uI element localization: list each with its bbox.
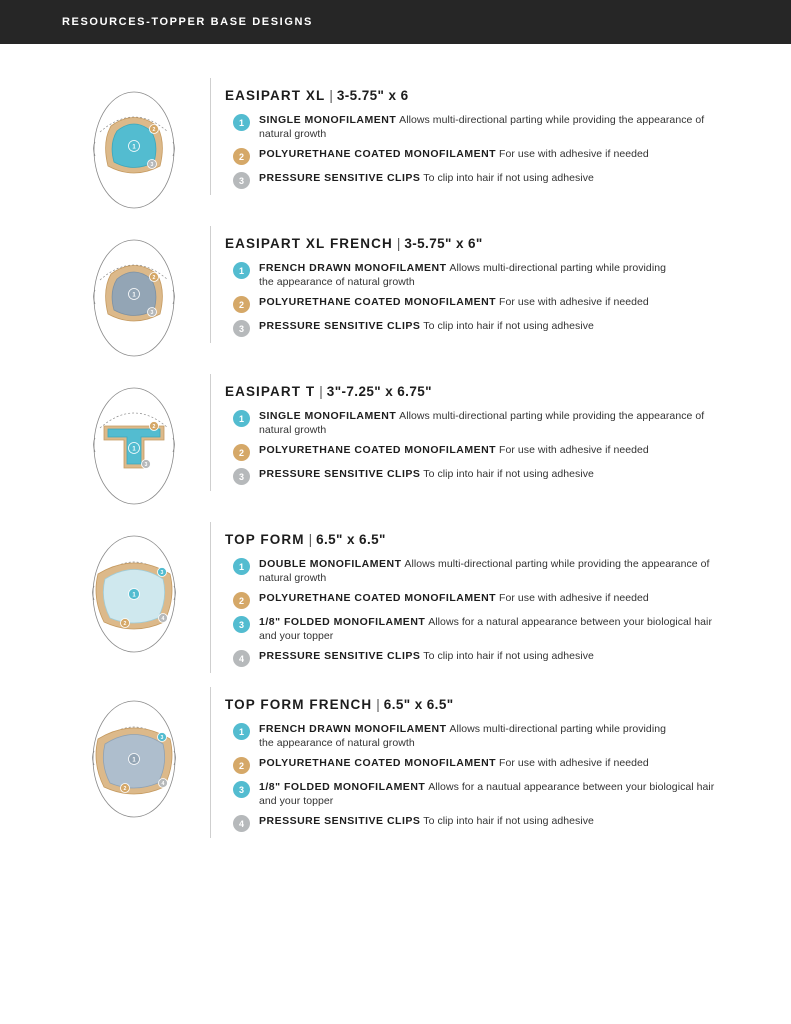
product-info — [210, 687, 791, 838]
feature-label: PRESSURE SENSITIVE CLIPS — [259, 650, 421, 662]
feature-description: For use with adhesive if needed — [499, 592, 649, 604]
feature-description: To clip into hair if not using adhesive — [423, 650, 594, 662]
feature-description: To clip into hair if not using adhesive — [423, 172, 594, 184]
svg-text:1: 1 — [132, 592, 136, 599]
product-dimensions: 3"-7.25" x 6.75" — [326, 384, 432, 399]
diagram-top-form-french — [58, 687, 210, 821]
feature-item — [225, 467, 791, 485]
page-title: RESOURCES-TOPPER BASE DESIGNS — [62, 16, 313, 28]
feature-item — [225, 147, 791, 165]
svg-text:4: 4 — [161, 781, 165, 788]
product-dimensions: 6.5" x 6.5" — [316, 532, 386, 547]
svg-text:3: 3 — [150, 162, 154, 169]
feature-description: To clip into hair if not using adhesive — [423, 320, 594, 332]
feature-label: POLYURETHANE COATED MONOFILAMENT — [259, 592, 497, 604]
feature-item — [225, 443, 791, 461]
product-name: TOP FORM FRENCH — [225, 697, 373, 712]
feature-label: POLYURETHANE COATED MONOFILAMENT — [259, 444, 497, 456]
diagram-top-form — [58, 522, 210, 656]
feature-number-badge: 2 — [233, 592, 250, 609]
feature-text — [259, 319, 594, 333]
feature-label: PRESSURE SENSITIVE CLIPS — [259, 815, 421, 827]
diagram-easipart-t — [58, 374, 210, 508]
diagram-easipart-xl — [58, 78, 210, 212]
feature-item — [225, 814, 791, 832]
feature-text — [259, 443, 649, 457]
svg-text:3: 3 — [160, 735, 164, 742]
svg-text:1: 1 — [132, 757, 136, 764]
feature-text — [259, 295, 649, 309]
feature-text — [259, 261, 679, 289]
svg-text:2: 2 — [123, 786, 127, 793]
page-header — [0, 0, 791, 44]
feature-label: FRENCH DRAWN MONOFILAMENT — [259, 262, 447, 274]
feature-description: Allows multi-directional parting while providing the appearance of natural growth — [259, 262, 666, 288]
feature-text — [259, 722, 679, 750]
product-title — [225, 88, 791, 103]
feature-item — [225, 722, 791, 750]
title-separator: | — [329, 88, 333, 103]
product-title — [225, 384, 791, 399]
product-info — [210, 226, 791, 343]
diagram-easipart-xl-french — [58, 226, 210, 360]
feature-item — [225, 780, 791, 808]
feature-number-badge: 2 — [233, 444, 250, 461]
feature-description: To clip into hair if not using adhesive — [423, 815, 594, 827]
product-title — [225, 236, 791, 251]
svg-text:2: 2 — [152, 424, 156, 431]
svg-text:3: 3 — [160, 570, 164, 577]
feature-description: Allows for a nautual appearance between your biological hair and your topper — [259, 781, 715, 807]
feature-text — [259, 756, 649, 770]
feature-item — [225, 649, 791, 667]
feature-label: POLYURETHANE COATED MONOFILAMENT — [259, 296, 497, 308]
feature-description: Allows multi-directional parting while providing the appearance of natural growth — [259, 723, 666, 749]
product-list — [0, 44, 791, 838]
feature-item — [225, 171, 791, 189]
feature-number-badge: 1 — [233, 410, 250, 427]
title-separator: | — [319, 384, 323, 399]
feature-item — [225, 615, 791, 643]
feature-number-badge: 2 — [233, 148, 250, 165]
feature-number-badge: 2 — [233, 757, 250, 774]
feature-text — [259, 814, 594, 828]
product-dimensions: 3-5.75" x 6 — [336, 88, 409, 103]
feature-item — [225, 319, 791, 337]
feature-number-badge: 3 — [233, 781, 250, 798]
svg-text:1: 1 — [132, 144, 136, 151]
feature-description: For use with adhesive if needed — [499, 148, 649, 160]
feature-label: FRENCH DRAWN MONOFILAMENT — [259, 723, 447, 735]
product-row — [0, 226, 791, 360]
product-info — [210, 522, 791, 673]
svg-text:4: 4 — [161, 616, 165, 623]
product-dimensions: 3-5.75" x 6" — [404, 236, 483, 251]
svg-text:2: 2 — [123, 621, 127, 628]
feature-item — [225, 113, 791, 141]
title-separator: | — [376, 697, 380, 712]
feature-description: To clip into hair if not using adhesive — [423, 468, 594, 480]
svg-text:2: 2 — [152, 127, 156, 134]
product-name: EASIPART XL FRENCH — [225, 236, 393, 251]
feature-number-badge: 3 — [233, 468, 250, 485]
feature-description: For use with adhesive if needed — [499, 296, 649, 308]
feature-text — [259, 171, 594, 185]
product-row — [0, 374, 791, 508]
feature-label: PRESSURE SENSITIVE CLIPS — [259, 320, 421, 332]
feature-text — [259, 113, 729, 141]
feature-description: Allows multi-directional parting while providing the appearance of natural growth — [259, 558, 710, 584]
feature-text — [259, 615, 729, 643]
svg-text:1: 1 — [132, 292, 136, 299]
svg-text:1: 1 — [132, 446, 136, 453]
title-separator: | — [308, 532, 313, 547]
feature-label: 1/8" FOLDED MONOFILAMENT — [259, 616, 426, 628]
feature-item — [225, 409, 791, 437]
product-info — [210, 374, 791, 491]
feature-item — [225, 591, 791, 609]
feature-label: POLYURETHANE COATED MONOFILAMENT — [259, 148, 497, 160]
feature-text — [259, 780, 729, 808]
feature-text — [259, 591, 649, 605]
feature-text — [259, 147, 649, 161]
title-separator: | — [396, 236, 401, 251]
feature-label: POLYURETHANE COATED MONOFILAMENT — [259, 757, 497, 769]
feature-item — [225, 756, 791, 774]
feature-number-badge: 1 — [233, 262, 250, 279]
feature-description: Allows multi-directional parting while providing the appearance of natural growth — [259, 410, 705, 436]
feature-description: Allows for a natural appearance between your biological hair and your topper — [259, 616, 712, 642]
feature-text — [259, 409, 729, 437]
product-title — [225, 532, 791, 547]
feature-item — [225, 295, 791, 313]
feature-number-badge: 1 — [233, 558, 250, 575]
svg-text:3: 3 — [144, 462, 148, 469]
feature-number-badge: 3 — [233, 320, 250, 337]
feature-item — [225, 261, 791, 289]
product-name: EASIPART XL — [225, 88, 326, 103]
feature-number-badge: 4 — [233, 815, 250, 832]
feature-item — [225, 557, 791, 585]
product-row — [0, 687, 791, 838]
feature-number-badge: 3 — [233, 172, 250, 189]
feature-description: Allows multi-directional parting while providing the appearance of natural growth — [259, 114, 705, 140]
feature-label: DOUBLE MONOFILAMENT — [259, 558, 402, 570]
feature-number-badge: 1 — [233, 723, 250, 740]
feature-label: 1/8" FOLDED MONOFILAMENT — [259, 781, 426, 793]
product-dimensions: 6.5" x 6.5" — [383, 697, 454, 712]
feature-description: For use with adhesive if needed — [499, 757, 649, 769]
product-name: EASIPART T — [225, 384, 316, 399]
product-title — [225, 697, 791, 712]
feature-number-badge: 2 — [233, 296, 250, 313]
feature-text — [259, 649, 594, 663]
feature-label: SINGLE MONOFILAMENT — [259, 410, 397, 422]
feature-label: SINGLE MONOFILAMENT — [259, 114, 397, 126]
product-row — [0, 78, 791, 212]
feature-number-badge: 1 — [233, 114, 250, 131]
feature-text — [259, 467, 594, 481]
svg-text:3: 3 — [150, 310, 154, 317]
feature-description: For use with adhesive if needed — [499, 444, 649, 456]
product-name: TOP FORM — [225, 532, 305, 547]
feature-number-badge: 4 — [233, 650, 250, 667]
product-row — [0, 522, 791, 673]
feature-number-badge: 3 — [233, 616, 250, 633]
feature-label: PRESSURE SENSITIVE CLIPS — [259, 172, 421, 184]
feature-text — [259, 557, 729, 585]
product-info — [210, 78, 791, 195]
feature-label: PRESSURE SENSITIVE CLIPS — [259, 468, 421, 480]
svg-text:2: 2 — [152, 275, 156, 282]
